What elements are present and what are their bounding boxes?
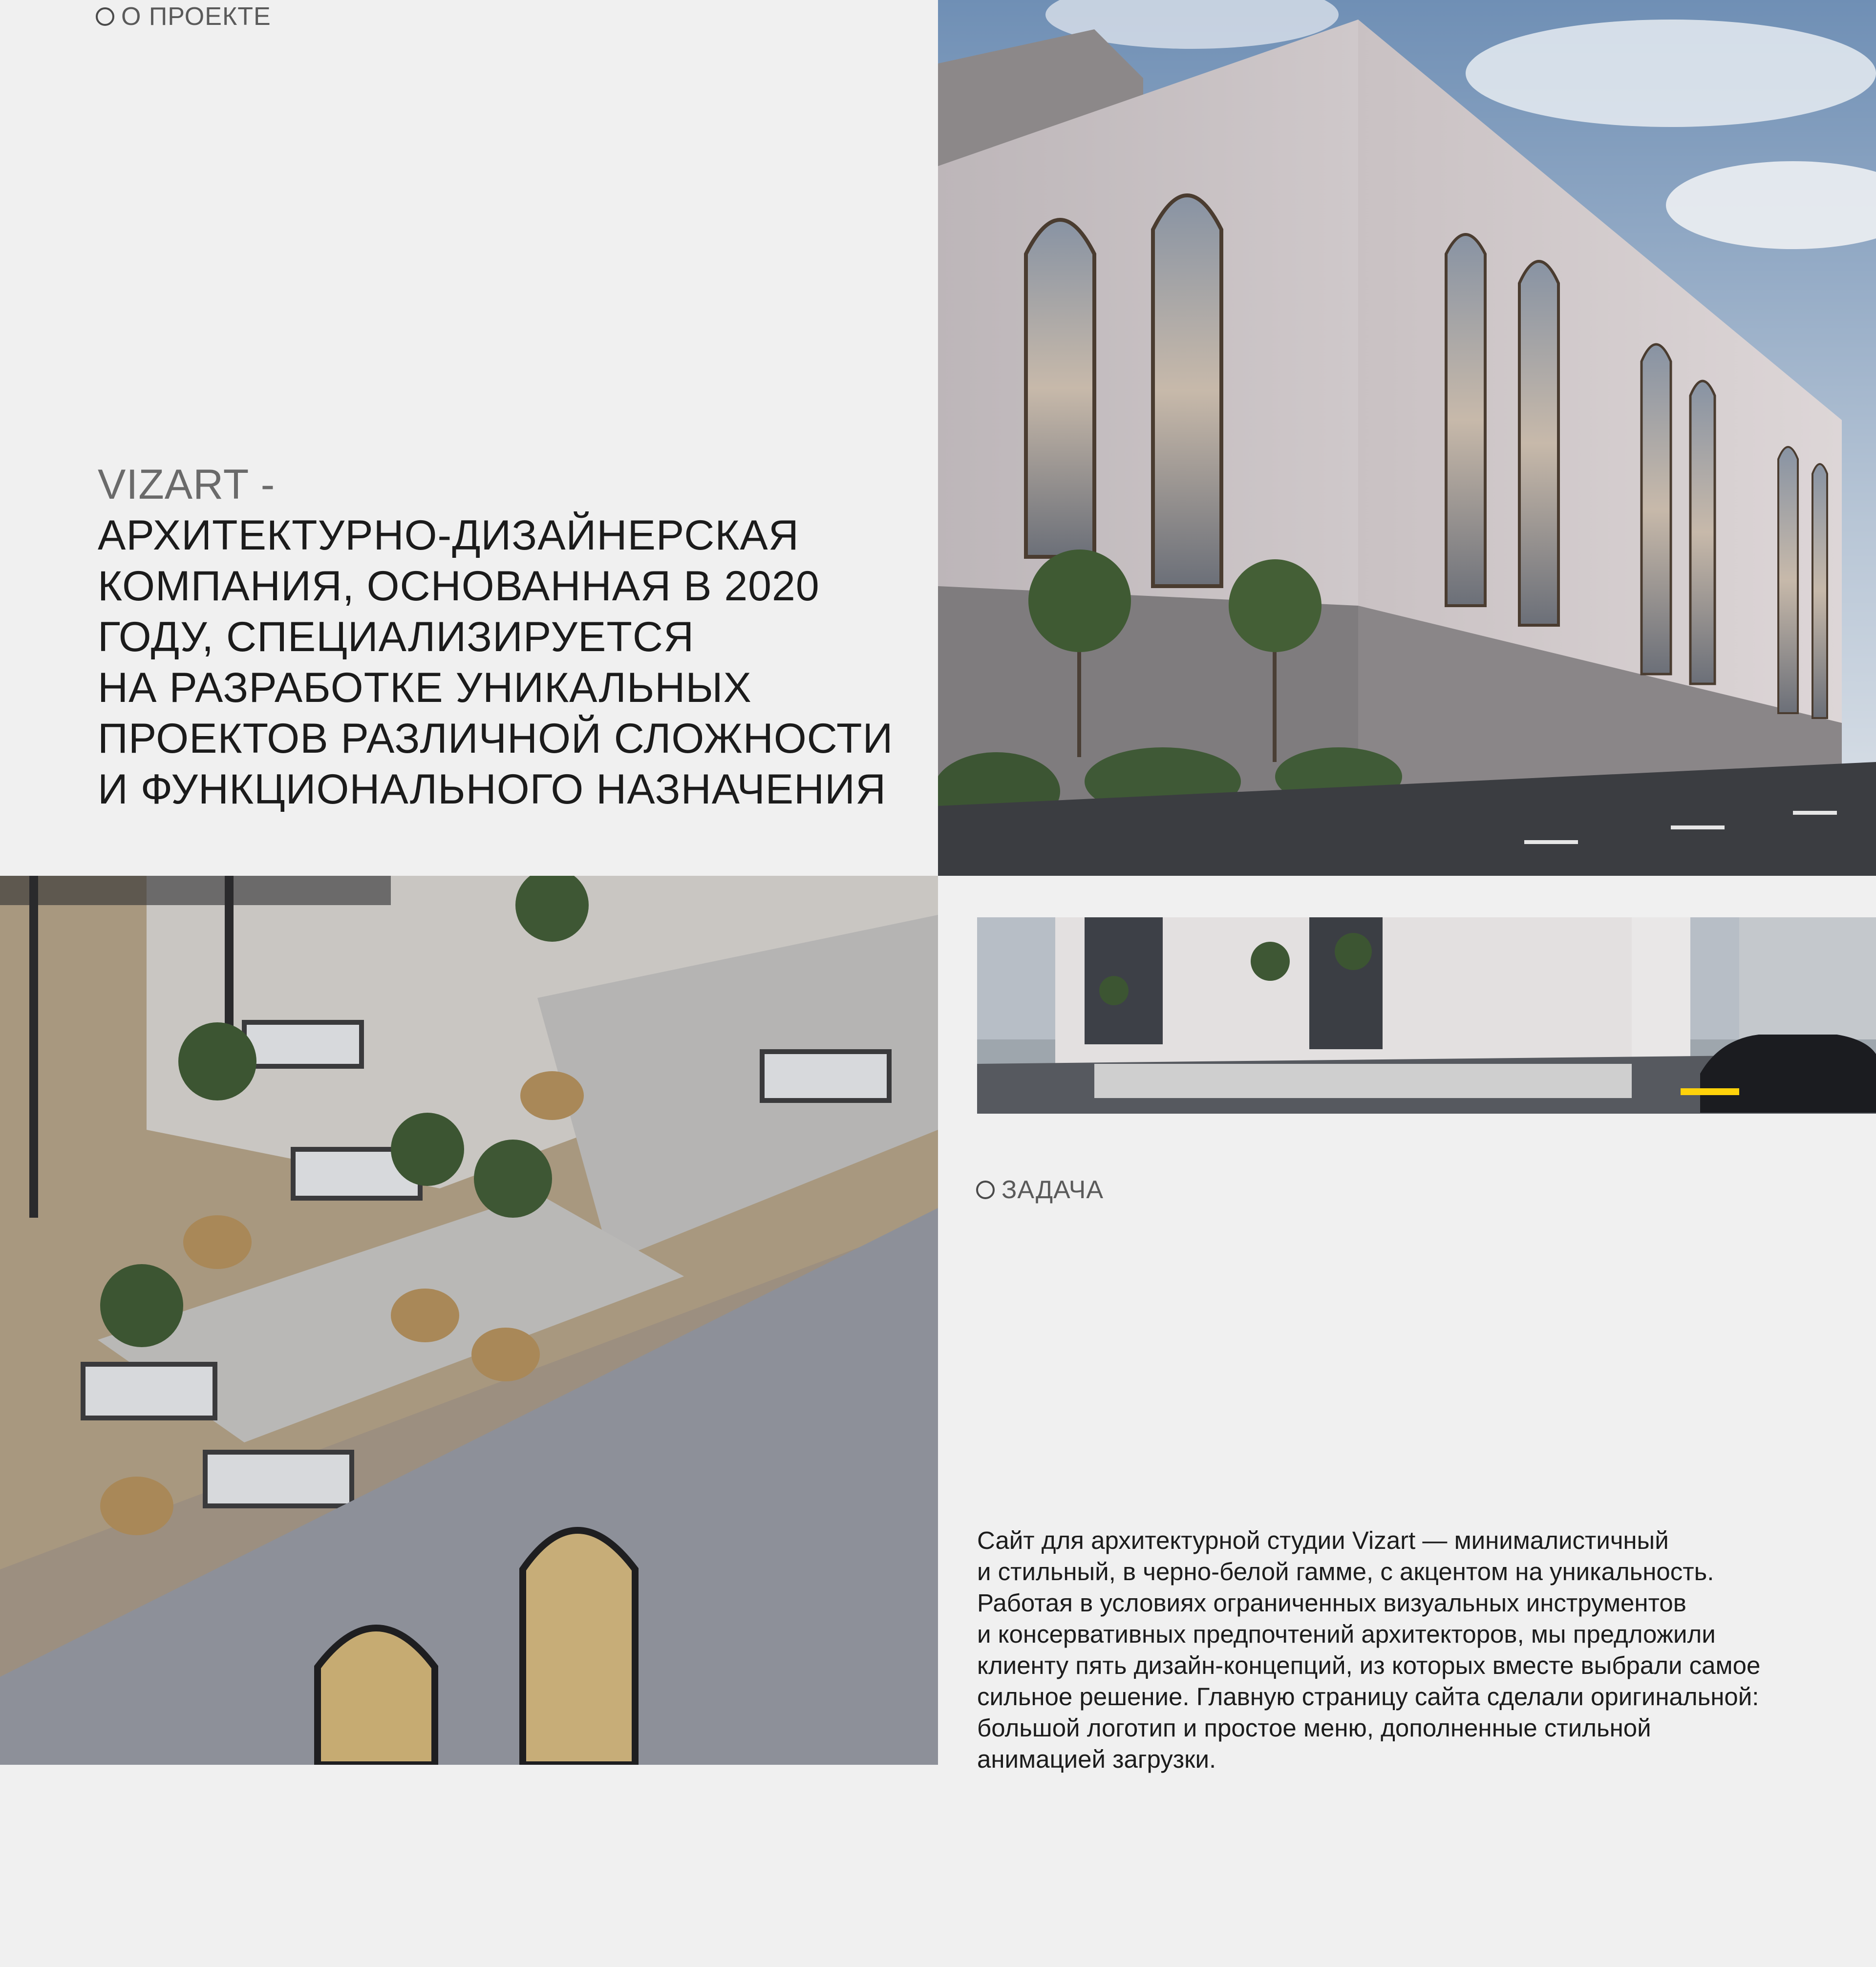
description-line: анимацией загрузки. (977, 1745, 1216, 1773)
task-section-label (976, 1175, 1104, 1205)
circle-outline-icon (976, 1181, 995, 1199)
rooftop-terrace-image (0, 876, 938, 1765)
hero-line: НА РАЗРАБОТКЕ УНИКАЛЬНЫХ (98, 664, 752, 711)
description-line: Работая в условиях ограниченных визуальных инструментов (977, 1589, 1686, 1617)
hero-line: ГОДУ, СПЕЦИАЛИЗИРУЕТСЯ (98, 613, 695, 660)
task-description (977, 1525, 1847, 1775)
hero-line: АРХИТЕКТУРНО-ДИЗАЙНЕРСКАЯ (98, 512, 799, 559)
hero-line: КОМПАНИЯ, ОСНОВАННАЯ В 2020 (98, 563, 820, 610)
about-label-text: О ПРОЕКТЕ (121, 2, 271, 31)
description-line: сильное решение. Главную страницу сайта сделали оригинальной: (977, 1683, 1759, 1711)
hero-line: И ФУНКЦИОНАЛЬНОГО НАЗНАЧЕНИЯ (98, 766, 887, 813)
hero-heading (98, 459, 928, 815)
task-label-text: ЗАДАЧА (1002, 1176, 1104, 1204)
street-view-image (977, 917, 1876, 1114)
description-line: большой логотип и простое меню, дополненные стильной (977, 1714, 1651, 1742)
hero-line: ПРОЕКТОВ РАЗЛИЧНОЙ СЛОЖНОСТИ (98, 715, 894, 762)
description-line: Сайт для архитектурной студии Vizart — минималистичный (977, 1526, 1669, 1554)
building-exterior-image (938, 0, 1876, 876)
description-line: и консервативных предпочтений архитекторов, мы предложили (977, 1620, 1716, 1648)
circle-outline-icon (96, 7, 114, 26)
about-section-label (96, 2, 271, 31)
description-line: клиенту пять дизайн-концепций, из которых вместе выбрали самое (977, 1651, 1761, 1679)
hero-brand: VIZART - (98, 461, 276, 508)
description-line: и стильный, в черно-белой гамме, с акцентом на уникальность. (977, 1558, 1714, 1586)
